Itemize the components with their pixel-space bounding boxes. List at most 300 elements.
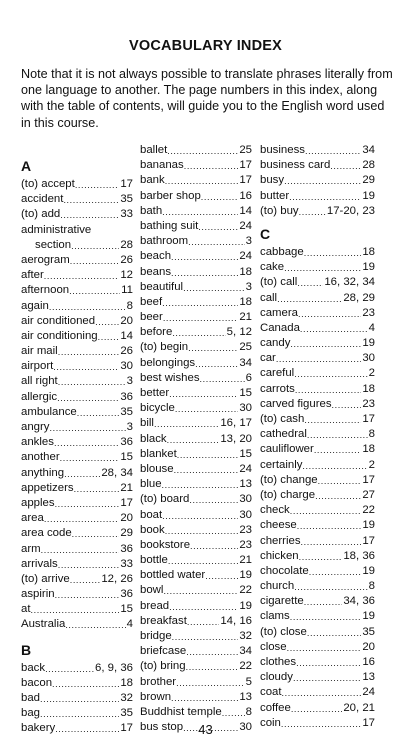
dot-leader [70, 572, 101, 587]
index-page-ref: 19 [362, 337, 375, 350]
index-term: (to) bring [140, 660, 186, 673]
index-entry [21, 238, 133, 253]
index-term: close [260, 640, 287, 653]
index-term: administrative [21, 223, 92, 236]
dot-leader [290, 336, 361, 351]
index-page-ref: 13 [239, 690, 252, 703]
dot-leader [188, 234, 245, 249]
index-entry [21, 329, 133, 344]
index-term: angry [21, 421, 50, 433]
index-page-ref: 8 [368, 428, 375, 441]
index-term: area code [21, 527, 72, 540]
index-term: carved figures [260, 397, 332, 410]
index-term: coat [260, 686, 282, 699]
index-page-ref: 18, 36 [343, 549, 375, 562]
index-term: church [260, 580, 295, 593]
index-page-ref: 18 [120, 676, 133, 689]
index-page-ref: 32 [239, 630, 252, 642]
index-page-ref: 22 [362, 504, 375, 517]
index-page-ref: 24 [362, 686, 375, 699]
index-term: carrots [260, 382, 295, 395]
dot-leader [315, 488, 361, 503]
index-term: (to) board [140, 493, 190, 506]
index-entry [21, 192, 133, 207]
index-entry [140, 675, 252, 690]
index-entry [140, 219, 252, 234]
dot-leader [45, 661, 94, 676]
index-page-ref: 17 [120, 496, 133, 509]
index-page-ref: 30 [239, 721, 252, 734]
dot-leader [300, 321, 368, 336]
index-term: (to) call [260, 276, 298, 289]
index-page-ref: 21 [239, 311, 252, 324]
index-term: all right [21, 375, 58, 388]
dot-leader [64, 466, 100, 481]
index-page-ref: 21 [120, 481, 133, 494]
index-page-ref: 24 [239, 462, 252, 475]
index-term: beautiful [140, 280, 184, 293]
dot-leader [299, 204, 326, 219]
dot-leader [291, 701, 343, 716]
index-page-ref: 17 [120, 178, 133, 190]
index-term: blouse [140, 462, 174, 475]
index-page-ref: 17 [120, 722, 133, 735]
index-column-1 [21, 143, 133, 737]
index-term: coffee [260, 701, 291, 714]
dot-leader [57, 390, 119, 405]
index-term: chicken [260, 549, 299, 562]
dot-leader [293, 670, 361, 685]
index-entry [260, 143, 375, 158]
index-page-ref: 26 [120, 345, 133, 358]
index-term: (to) begin [140, 341, 189, 354]
index-term: beach [140, 250, 172, 263]
index-term: arrivals [21, 557, 58, 570]
index-page-ref: 33 [120, 557, 133, 570]
index-page-ref: 36 [120, 436, 133, 449]
index-term: bill [140, 417, 154, 430]
index-term: barber shop [140, 189, 201, 202]
dot-leader [163, 310, 239, 325]
index-entry [21, 344, 133, 359]
index-term: certainly [260, 458, 303, 471]
index-entry [21, 676, 133, 691]
index-page-ref: 19 [362, 564, 375, 577]
index-page-ref: 25 [239, 144, 252, 156]
dot-leader [183, 280, 245, 295]
index-term: cigarette [260, 595, 304, 608]
index-term: briefcase [140, 645, 187, 658]
index-term: coin [260, 716, 281, 729]
index-term: (to) accept [21, 178, 75, 190]
index-page-ref: 28 [362, 159, 375, 172]
dot-leader [71, 238, 119, 253]
index-term: air conditioned [21, 314, 96, 327]
index-entry [140, 325, 252, 340]
index-page-ref: 11 [121, 284, 133, 297]
index-entry [140, 265, 252, 280]
index-page-ref: 13, 20 [220, 432, 252, 445]
index-term: bakery [21, 722, 56, 735]
dot-leader [63, 192, 119, 207]
index-term: cabbage [260, 245, 304, 258]
dot-leader [297, 518, 362, 533]
index-entry [21, 374, 133, 389]
index-entry [140, 477, 252, 492]
index-term: section [35, 238, 72, 251]
index-entry [260, 189, 375, 204]
dot-leader [307, 427, 368, 442]
index-entry [21, 253, 133, 268]
dot-leader [289, 189, 361, 204]
index-entry [260, 640, 375, 655]
index-entry [260, 260, 375, 275]
dot-leader [304, 412, 361, 427]
index-entry [260, 397, 375, 412]
dot-leader [168, 553, 238, 568]
index-page-ref: 3 [126, 421, 133, 433]
index-term: busy [260, 174, 285, 187]
index-entry [140, 204, 252, 219]
index-term: at [21, 603, 31, 616]
dot-leader [162, 204, 238, 219]
index-entry [260, 458, 375, 473]
index-entry [140, 340, 252, 355]
dot-leader [284, 173, 361, 188]
index-page-ref: 35 [120, 405, 133, 418]
index-page-ref: 36 [120, 542, 133, 555]
dot-leader [195, 356, 238, 371]
dot-leader [70, 253, 120, 268]
dot-leader [307, 625, 361, 640]
index-term: aspirin [21, 588, 55, 601]
index-entry [140, 629, 252, 644]
index-term: again [21, 299, 49, 312]
index-entry [260, 534, 375, 549]
index-entry [140, 599, 252, 614]
index-entry [140, 143, 252, 158]
dot-leader [40, 706, 119, 721]
index-entry [260, 158, 375, 173]
index-entry [260, 173, 375, 188]
index-term: after [21, 269, 44, 282]
index-page-ref: 17 [239, 174, 252, 187]
dot-leader [172, 325, 225, 340]
dot-leader [294, 366, 367, 381]
index-page-ref: 20, 21 [343, 701, 375, 714]
dot-leader [75, 177, 120, 192]
dot-leader [201, 189, 239, 204]
index-term: bottle [140, 554, 168, 567]
index-entry [260, 412, 375, 427]
dot-leader [172, 629, 239, 644]
index-term: better [140, 387, 170, 399]
index-term: cherries [260, 534, 301, 547]
index-page-ref: 22 [239, 584, 252, 597]
index-entry [21, 390, 133, 405]
dot-leader [165, 173, 239, 188]
index-entry [21, 299, 133, 314]
dot-leader [77, 405, 120, 420]
dot-leader [72, 526, 120, 541]
index-term: area [21, 512, 44, 525]
index-term: air mail [21, 345, 58, 358]
index-entry [260, 594, 375, 609]
index-entry [140, 523, 252, 538]
index-entry [260, 503, 375, 518]
index-page-ref: 28, 34 [101, 466, 133, 479]
index-entry [21, 405, 133, 420]
index-term: back [21, 661, 46, 674]
index-page-ref: 30 [239, 493, 252, 506]
index-term: candy [260, 337, 291, 350]
index-page-ref: 24 [239, 219, 252, 232]
index-term: bathing suit [140, 219, 199, 232]
index-page-ref: 30 [362, 352, 375, 365]
dot-leader [98, 329, 120, 344]
index-entry [140, 249, 252, 264]
index-page-ref: 34, 36 [343, 595, 375, 608]
dot-leader [222, 705, 245, 720]
index-entry [260, 564, 375, 579]
index-page-ref: 16 [239, 189, 252, 202]
index-term: book [140, 523, 165, 536]
dot-leader [186, 659, 239, 674]
index-term: (to) cash [260, 413, 305, 425]
index-page-ref: 8 [368, 580, 375, 593]
index-entry [140, 462, 252, 477]
index-term: aerogram [21, 253, 70, 266]
index-entry [21, 661, 133, 676]
index-page-ref: 23 [239, 538, 252, 551]
index-page-ref: 35 [120, 707, 133, 720]
dot-leader [162, 295, 238, 310]
index-entry [260, 321, 375, 336]
dot-leader [297, 275, 323, 290]
index-term: bathroom [140, 235, 189, 248]
dot-leader [175, 401, 239, 416]
index-entry [140, 705, 252, 720]
index-entry [21, 450, 133, 465]
index-term: Australia [21, 618, 66, 631]
index-entry [21, 511, 133, 526]
index-entry [21, 268, 133, 283]
index-page-ref: 3 [245, 280, 252, 293]
index-entry [21, 420, 133, 435]
index-term: allergic [21, 390, 58, 403]
index-term: check [260, 504, 290, 517]
dot-leader [171, 265, 238, 280]
dot-leader [295, 382, 362, 397]
index-page-ref: 34 [239, 645, 252, 658]
index-entry [260, 366, 375, 381]
index-entry [140, 432, 252, 447]
index-entry [140, 401, 252, 416]
index-page-ref: 12 [120, 269, 133, 282]
dot-leader [186, 644, 238, 659]
dot-leader [205, 568, 238, 583]
dot-leader [167, 432, 220, 447]
index-term: cloudy [260, 671, 293, 684]
index-page-ref: 12, 26 [101, 572, 133, 585]
index-term: call [260, 291, 278, 304]
index-term: cake [260, 261, 285, 274]
dot-leader [284, 260, 361, 275]
index-page-ref: 17-20, 23 [326, 204, 375, 217]
index-term: arm [21, 542, 41, 555]
index-entry [21, 572, 133, 587]
index-entry [140, 447, 252, 462]
index-term: cathedral [260, 428, 307, 441]
index-page-ref: 18 [362, 443, 375, 456]
index-term: blue [140, 478, 162, 491]
index-page-ref: 14 [120, 329, 133, 342]
index-entry [260, 488, 375, 503]
index-entry [260, 204, 375, 219]
index-entry [140, 508, 252, 523]
index-term: bananas [140, 159, 184, 172]
index-term: brother [140, 675, 177, 688]
index-page-ref: 6, 9, 36 [95, 661, 133, 674]
index-entry [140, 538, 252, 553]
dot-leader [74, 481, 120, 496]
index-page-ref: 14 [239, 204, 252, 217]
index-page-ref: 23 [362, 397, 375, 410]
index-term: bridge [140, 630, 172, 642]
dot-leader [169, 386, 238, 401]
index-page-ref: 3 [245, 235, 252, 248]
index-entry [21, 435, 133, 450]
index-entry [21, 207, 133, 222]
index-term: business [260, 144, 305, 156]
index-page-ref: 4 [126, 618, 133, 631]
index-term: bath [140, 204, 163, 217]
dot-leader [55, 496, 120, 511]
index-term: camera [260, 306, 298, 319]
index-entry [140, 280, 252, 295]
dot-leader [60, 450, 120, 465]
section-letter-c: C [260, 225, 271, 242]
index-page-ref: 35 [362, 625, 375, 638]
index-entry [21, 691, 133, 706]
index-term: beef [140, 295, 163, 308]
index-page-ref: 20 [120, 314, 133, 327]
index-page-ref: 26 [120, 253, 133, 266]
index-entry [140, 553, 252, 568]
index-page-ref: 34 [362, 144, 375, 156]
index-page-ref: 20 [120, 512, 133, 525]
index-entry [260, 549, 375, 564]
index-term: cauliflower [260, 443, 314, 456]
index-page-ref: 19 [362, 261, 375, 274]
index-page-ref: 13 [362, 671, 375, 684]
dot-leader [299, 549, 343, 564]
index-page-ref: 19 [362, 189, 375, 202]
index-page-ref: 23 [239, 523, 252, 536]
dot-leader [332, 397, 362, 412]
index-term: bowl [140, 584, 164, 597]
index-page-ref: 16 [362, 656, 375, 668]
dot-leader [49, 299, 126, 314]
index-entry [140, 659, 252, 674]
dot-leader [60, 207, 119, 222]
index-term: bank [140, 174, 165, 187]
dot-leader [162, 477, 239, 492]
dot-leader [65, 617, 125, 632]
index-entry [21, 602, 133, 617]
index-entry [21, 283, 133, 298]
intro-paragraph: Note that it is not always possible to translate phrases literally from one language to another. The page numbers in this index, along with the table of contents, will guide you to the English word used in this course. [21, 67, 393, 130]
index-term: Buddhist temple [140, 705, 222, 718]
dot-leader [171, 249, 238, 264]
index-term: chocolate [260, 564, 309, 577]
index-term: bookstore [140, 538, 191, 551]
index-page-ref: 28 [120, 238, 133, 251]
index-page-ref: 34 [239, 356, 252, 369]
index-term: ambulance [21, 405, 77, 418]
dot-leader [50, 420, 126, 435]
index-term: beer [140, 311, 163, 324]
dot-leader [198, 219, 238, 234]
index-page-ref: 8 [245, 705, 252, 718]
index-entry [21, 223, 133, 238]
dot-leader [290, 503, 362, 518]
index-entry [140, 568, 252, 583]
page-number: 43 [198, 722, 213, 737]
index-entry [140, 492, 252, 507]
section-letter-a: A [21, 158, 32, 174]
index-term: bicycle [140, 402, 175, 415]
index-page-ref: 29 [120, 527, 133, 540]
index-page-ref: 20 [362, 640, 375, 653]
dot-leader [298, 306, 361, 321]
index-entry [21, 706, 133, 721]
index-entry [21, 496, 133, 511]
dot-leader [31, 602, 120, 617]
dot-leader [318, 473, 362, 488]
index-entry [140, 295, 252, 310]
index-term: (to) change [260, 473, 318, 486]
index-entry [260, 701, 375, 716]
index-term: (to) add [21, 208, 61, 221]
index-entry [260, 351, 375, 366]
dot-leader [177, 447, 239, 462]
index-entry [140, 644, 252, 659]
dot-leader [314, 442, 362, 457]
dot-leader [277, 291, 342, 306]
index-term: best wishes [140, 371, 200, 384]
index-entry [260, 442, 375, 457]
index-page-ref: 36 [120, 588, 133, 601]
index-term: appetizers [21, 481, 74, 494]
index-page-ref: 17 [239, 159, 252, 172]
index-page-ref: 30 [120, 360, 133, 373]
index-page-ref: 32 [120, 692, 133, 704]
index-page-ref: 4 [368, 321, 375, 334]
index-term: air conditioning [21, 329, 98, 342]
index-term: (to) close [260, 625, 307, 638]
dot-leader [302, 458, 367, 473]
index-entry [140, 690, 252, 705]
dot-leader [41, 542, 120, 557]
index-page-ref: 18 [362, 245, 375, 258]
index-entry [21, 177, 133, 192]
index-term: bag [21, 707, 41, 720]
dot-leader [58, 557, 120, 572]
dot-leader [330, 158, 361, 173]
index-page-ref: 35 [120, 193, 133, 206]
index-page-ref: 15 [239, 387, 252, 399]
